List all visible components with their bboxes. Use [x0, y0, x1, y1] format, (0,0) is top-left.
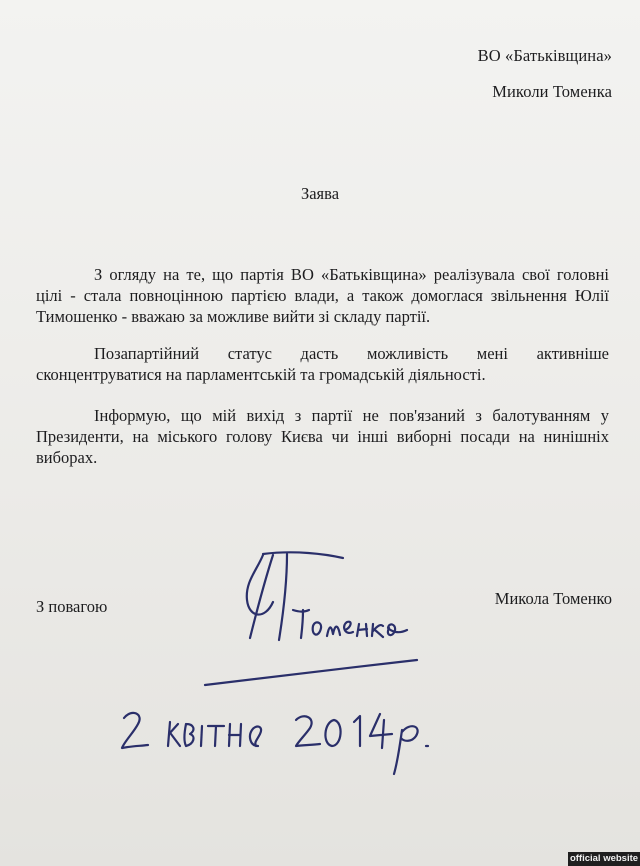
recipient-party: ВО «Батьківщина» — [477, 46, 612, 65]
paragraph-2: Позапартійний статус дасть можливість мені активніше сконцентруватися на парламентській та громадській діяльності. — [36, 344, 609, 384]
document-title: Заява — [300, 184, 340, 203]
signature-image — [195, 540, 425, 705]
signer-name: Микола Томенко — [494, 589, 612, 608]
paragraph-3: Інформую, що мій вихід з партії не пов'язаний з балотуванням у Президенти, на міського голову Києва чи інші виборні посади на нинішніх виборах. — [36, 406, 609, 467]
closing-phrase: З повагою — [36, 597, 108, 616]
watermark-badge: official website — [569, 853, 639, 864]
handwritten-date-image — [110, 690, 450, 780]
paragraph-1: З огляду на те, що партія ВО «Батьківщина» реалізувала свої головні цілі - стала повноцінною партією влади, а також домоглася звільнення Юлії Тимошенко - вважаю за можливе вийти зі складу партії. — [36, 265, 609, 326]
recipient-person: Миколи Томенка — [492, 82, 612, 101]
